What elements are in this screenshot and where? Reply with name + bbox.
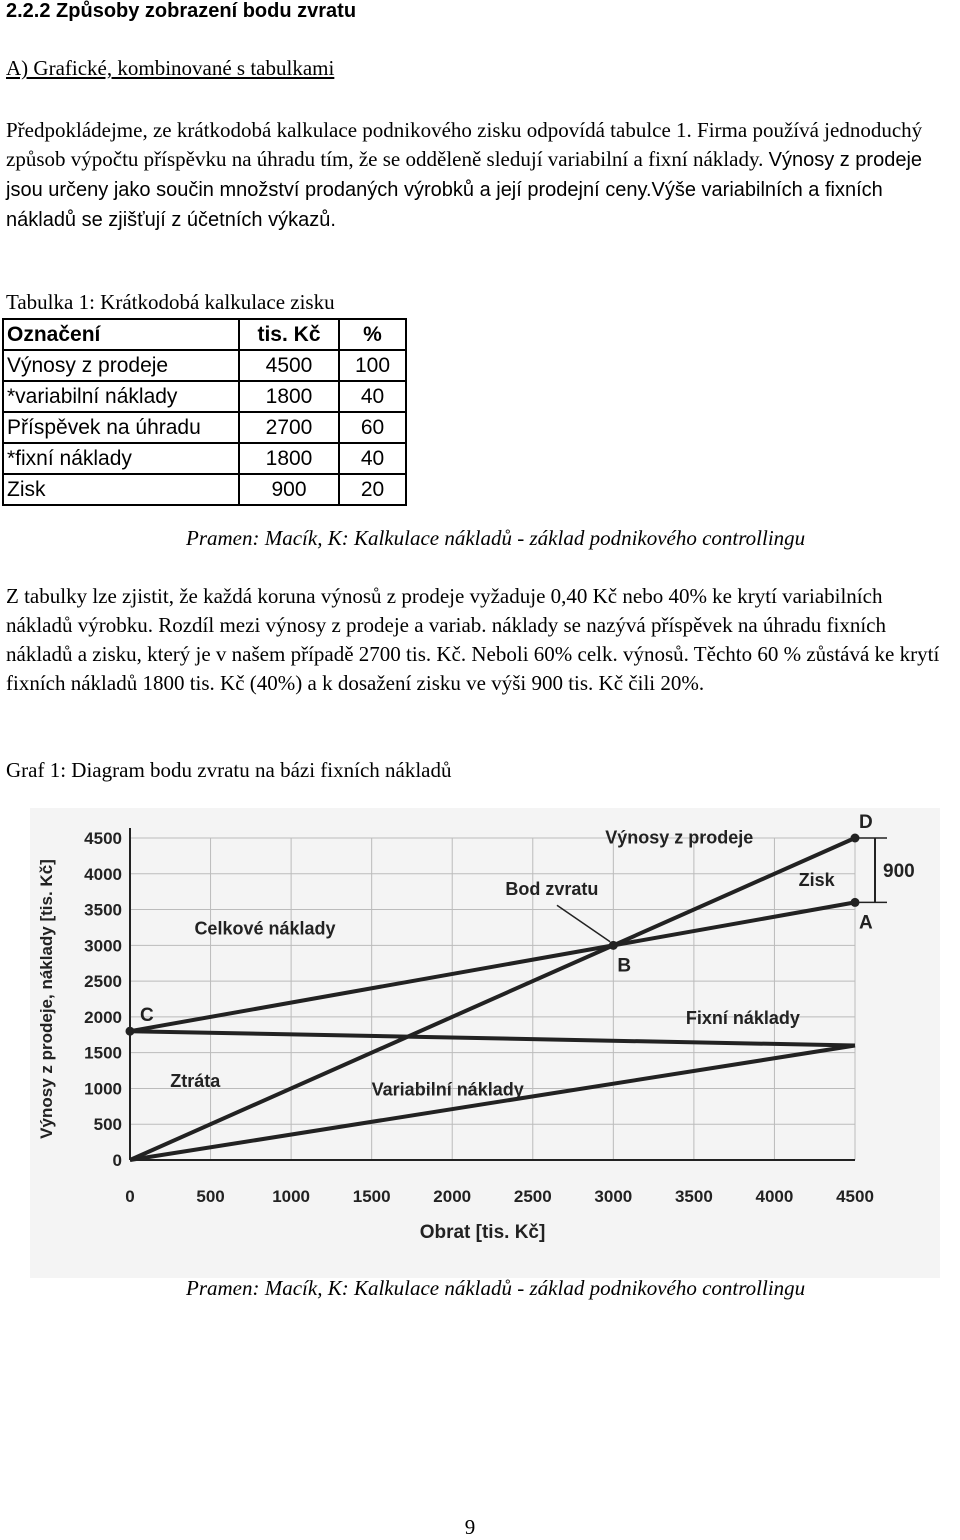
point-label: C [140,1005,154,1027]
x-tick-label: 3000 [594,1187,633,1206]
y-tick-label: 3000 [84,936,122,956]
x-tick-label: 2500 [513,1187,552,1206]
point-marker [126,1027,135,1036]
profit-label: Zisk [798,869,835,890]
row-label: Zisk [3,474,239,505]
header-percent: % [339,319,406,350]
x-tick-label: 4000 [755,1187,794,1206]
point-label: D [859,812,873,833]
calculation-table [2,318,407,506]
table-caption: Tabulka 1: Krátkodobá kalkulace zisku [6,290,335,314]
y-tick-label: 2500 [84,972,122,992]
x-tick-label: 500 [196,1187,225,1206]
chart-container [30,808,940,1278]
row-value: 1800 [239,381,339,412]
row-label: Výnosy z prodeje [3,350,239,381]
table-row [3,412,406,443]
y-tick-label: 1000 [84,1079,122,1099]
chart-caption: Graf 1: Diagram bodu zvratu na bázi fixních nákladů [6,758,452,782]
point-label: A [859,912,873,934]
series-label: Celkové náklady [194,918,336,939]
y-tick-label: 500 [93,1115,122,1135]
dimension-label: 900 [883,861,915,883]
subsection-heading: A) Grafické, kombinované s tabulkami [6,56,335,80]
row-value: 4500 [239,350,339,381]
x-tick-label: 0 [125,1187,135,1206]
x-tick-label: 4500 [836,1187,874,1206]
section-heading: 2.2.2 Způsoby zobrazení bodu zvratu [6,0,357,22]
row-value: 1800 [239,443,339,474]
intro-text-2: Výnosy z prodeje jsou určeny jako součin množství prodaných výrobků a její prodejní ceny. [6,149,923,201]
explanation-paragraph: Z tabulky lze zjistit, že každá koruna výnosů z prodeje vyžaduje 0,40 Kč nebo 40% ke krytí variabilních nákladů výrobku. Rozdíl mezi výnosy z prodeje a variab. náklady se nazývá příspěvek na úhradu fixních nákladů a zisku, který je v našem případě 2700 tis. Kč. Neboli 60% celk. výnosů. Těchto 60 % zůstává ke krytí fixních nákladů 1800 tis. Kč (40%) a k dosažení zisku ve výši 900 tis. Kč čili 20%. [6,584,940,695]
header-label: Označení [3,319,239,350]
x-axis-title: Obrat [tis. Kč] [419,1222,546,1243]
break-even-chart [30,808,940,1278]
row-label: Příspěvek na úhradu [3,412,239,443]
break-even-label: Bod zvratu [505,879,599,900]
loss-label: Ztráta [170,1071,221,1092]
row-label: *fixní náklady [3,443,239,474]
series-label: Fixní náklady [685,1008,800,1029]
row-percent: 100 [339,350,406,381]
y-tick-label: 2000 [84,1007,122,1027]
x-tick-label: 2000 [433,1187,472,1206]
row-value: 2700 [239,412,339,443]
break-even-pointer [557,905,610,941]
revenue-line [130,838,855,1160]
fixed-cost-line [130,1031,855,1045]
table-row [3,381,406,412]
y-tick-label: 3500 [84,900,122,920]
intro-paragraph [6,116,950,235]
x-tick-label: 3500 [674,1187,713,1206]
y-tick-label: 4500 [84,829,122,848]
series-label: Variabilní náklady [371,1079,524,1100]
y-tick-label: 1500 [84,1043,122,1063]
row-label: *variabilní náklady [3,381,239,412]
table-header-row [3,319,406,350]
point-marker [609,941,618,950]
chart-source: Pramen: Macík, K: Kalkulace nákladů - základ podnikového controllingu [186,1276,806,1300]
page-number: 9 [464,1515,476,1539]
header-value: tis. Kč [239,319,339,350]
row-value: 900 [239,474,339,505]
variable-cost-line [130,1046,855,1160]
table-row [3,350,406,381]
intro-text-3: Výše variabilních a fixních nákladů se zjišťují z účetních výkazů. [6,179,883,231]
row-percent: 20 [339,474,406,505]
intro-text-1: Předpokládejme, ze krátkodobá kalkulace podnikového zisku odpovídá tabulce 1. Firma používá jednoduchý způsob výpočtu příspěvku na úhradu tím, že se odděleně sledují variabilní a fixní náklady. [6,118,923,171]
y-tick-label: 4000 [84,864,122,884]
x-tick-label: 1500 [352,1187,391,1206]
table-source: Pramen: Macík, K: Kalkulace nákladů - základ podnikového controllingu [186,526,806,550]
point-label: B [617,955,632,977]
series-label: Výnosy z prodeje [605,827,754,848]
table-row [3,474,406,505]
x-tick-label: 1000 [272,1187,311,1206]
y-tick-label: 0 [112,1151,122,1170]
row-percent: 40 [339,443,406,474]
row-percent: 40 [339,381,406,412]
y-axis-title: Výnosy z prodeje, náklady [tis. Kč] [37,859,56,1139]
row-percent: 60 [339,412,406,443]
table-row [3,443,406,474]
